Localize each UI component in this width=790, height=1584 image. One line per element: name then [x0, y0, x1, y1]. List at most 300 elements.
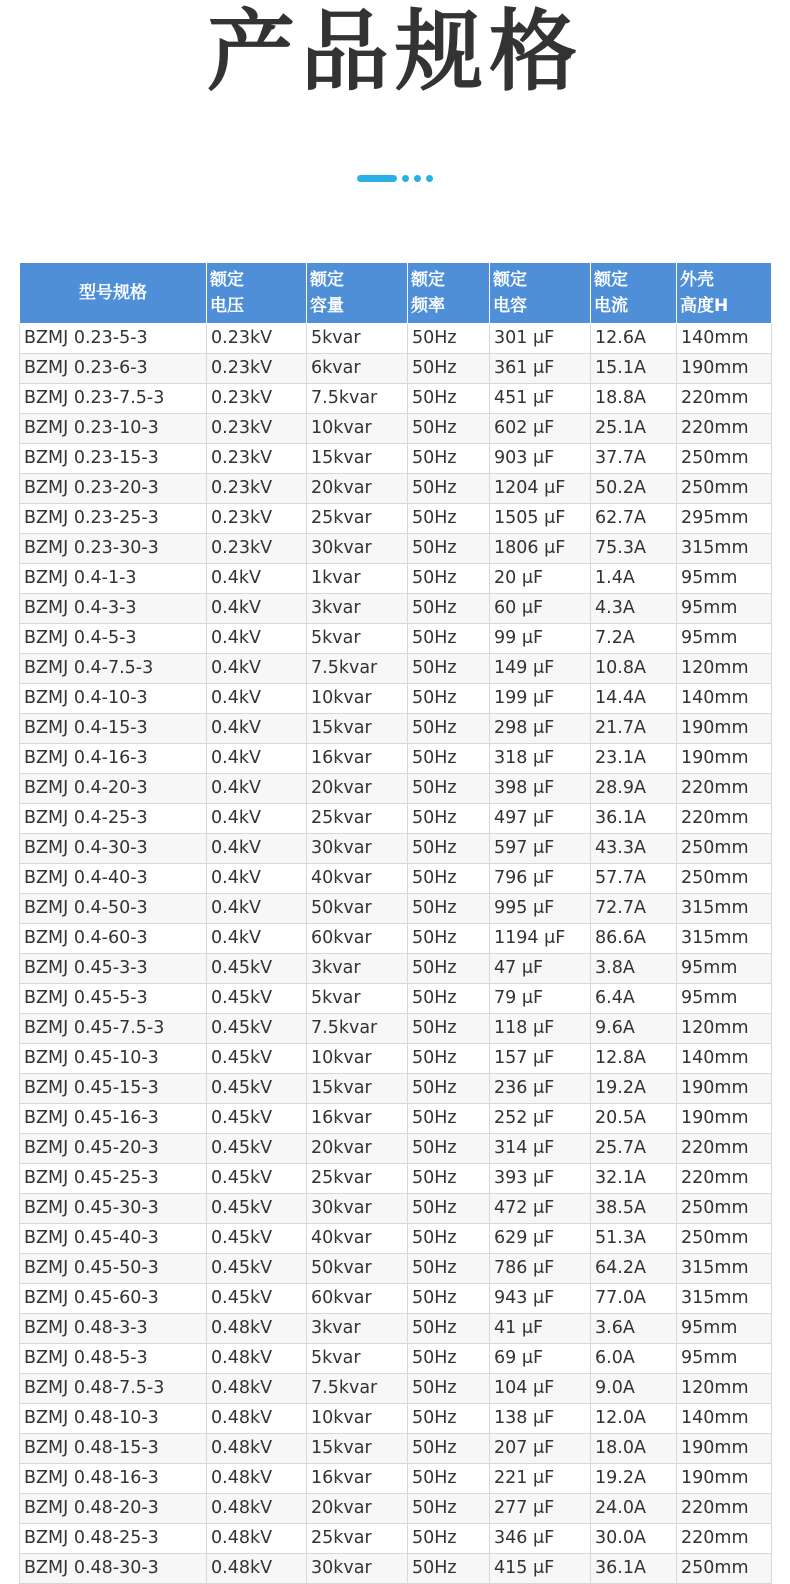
- cell-rated-frequency: 50Hz: [408, 894, 490, 924]
- header-rated-voltage: [207, 263, 307, 324]
- cell-rated-capacitance: 138 μF: [490, 1404, 591, 1434]
- cell-rated-capacity: 25kvar: [307, 1524, 408, 1554]
- cell-rated-capacitance: 903 μF: [490, 444, 591, 474]
- cell-rated-frequency: 50Hz: [408, 984, 490, 1014]
- cell-model: BZMJ 0.48-16-3: [20, 1464, 207, 1494]
- cell-case-height: 220mm: [677, 1134, 772, 1164]
- cell-rated-voltage: 0.23kV: [207, 504, 307, 534]
- cell-rated-current: 6.4A: [591, 984, 677, 1014]
- cell-rated-current: 10.8A: [591, 654, 677, 684]
- cell-model: BZMJ 0.45-10-3: [20, 1044, 207, 1074]
- cell-case-height: 220mm: [677, 1524, 772, 1554]
- cell-rated-capacity: 60kvar: [307, 1284, 408, 1314]
- cell-rated-capacitance: 602 μF: [490, 414, 591, 444]
- cell-rated-frequency: 50Hz: [408, 774, 490, 804]
- cell-rated-frequency: 50Hz: [408, 414, 490, 444]
- cell-case-height: 250mm: [677, 864, 772, 894]
- cell-rated-voltage: 0.45kV: [207, 1284, 307, 1314]
- cell-model: BZMJ 0.4-5-3: [20, 624, 207, 654]
- cell-rated-capacity: 30kvar: [307, 1194, 408, 1224]
- cell-rated-capacity: 20kvar: [307, 774, 408, 804]
- cell-rated-frequency: 50Hz: [408, 1224, 490, 1254]
- cell-rated-frequency: 50Hz: [408, 1314, 490, 1344]
- cell-model: BZMJ 0.45-15-3: [20, 1074, 207, 1104]
- cell-rated-capacity: 10kvar: [307, 1404, 408, 1434]
- cell-model: BZMJ 0.48-30-3: [20, 1554, 207, 1584]
- cell-rated-voltage: 0.4kV: [207, 804, 307, 834]
- cell-model: BZMJ 0.4-7.5-3: [20, 654, 207, 684]
- cell-rated-voltage: 0.4kV: [207, 714, 307, 744]
- cell-model: BZMJ 0.45-7.5-3: [20, 1014, 207, 1044]
- cell-rated-voltage: 0.48kV: [207, 1464, 307, 1494]
- cell-model: BZMJ 0.23-20-3: [20, 474, 207, 504]
- header-label-line: 额定: [210, 270, 244, 290]
- cell-model: BZMJ 0.48-5-3: [20, 1344, 207, 1374]
- divider-dot: [414, 175, 421, 182]
- cell-rated-capacitance: 451 μF: [490, 384, 591, 414]
- cell-case-height: 220mm: [677, 1164, 772, 1194]
- cell-rated-capacity: 3kvar: [307, 954, 408, 984]
- table-row: [20, 1464, 772, 1494]
- cell-rated-current: 28.9A: [591, 774, 677, 804]
- cell-rated-capacity: 20kvar: [307, 1494, 408, 1524]
- cell-rated-current: 25.1A: [591, 414, 677, 444]
- cell-case-height: 315mm: [677, 534, 772, 564]
- cell-case-height: 315mm: [677, 1254, 772, 1284]
- cell-rated-capacity: 5kvar: [307, 1344, 408, 1374]
- cell-model: BZMJ 0.45-60-3: [20, 1284, 207, 1314]
- cell-case-height: 250mm: [677, 1224, 772, 1254]
- cell-model: BZMJ 0.4-50-3: [20, 894, 207, 924]
- cell-rated-frequency: 50Hz: [408, 444, 490, 474]
- table-row: [20, 1104, 772, 1134]
- table-row: [20, 534, 772, 564]
- cell-rated-voltage: 0.45kV: [207, 954, 307, 984]
- cell-rated-capacity: 25kvar: [307, 1164, 408, 1194]
- cell-rated-current: 6.0A: [591, 1344, 677, 1374]
- cell-model: BZMJ 0.45-25-3: [20, 1164, 207, 1194]
- cell-case-height: 190mm: [677, 714, 772, 744]
- cell-rated-frequency: 50Hz: [408, 504, 490, 534]
- cell-model: BZMJ 0.45-3-3: [20, 954, 207, 984]
- header-label-line: 额定: [310, 270, 344, 290]
- cell-case-height: 95mm: [677, 624, 772, 654]
- cell-model: BZMJ 0.4-15-3: [20, 714, 207, 744]
- cell-case-height: 190mm: [677, 1104, 772, 1134]
- table-row: [20, 894, 772, 924]
- header-label-line: 高度H: [680, 296, 729, 316]
- cell-rated-frequency: 50Hz: [408, 1074, 490, 1104]
- cell-model: BZMJ 0.23-30-3: [20, 534, 207, 564]
- table-row: [20, 984, 772, 1014]
- cell-rated-voltage: 0.48kV: [207, 1434, 307, 1464]
- cell-rated-capacitance: 236 μF: [490, 1074, 591, 1104]
- cell-rated-current: 19.2A: [591, 1074, 677, 1104]
- table-row: [20, 504, 772, 534]
- cell-rated-voltage: 0.4kV: [207, 744, 307, 774]
- cell-rated-capacitance: 252 μF: [490, 1104, 591, 1134]
- cell-rated-voltage: 0.48kV: [207, 1554, 307, 1584]
- cell-rated-current: 7.2A: [591, 624, 677, 654]
- cell-rated-capacity: 50kvar: [307, 1254, 408, 1284]
- table-row: [20, 1524, 772, 1554]
- table-row: [20, 1284, 772, 1314]
- cell-rated-frequency: 50Hz: [408, 1464, 490, 1494]
- table-row: [20, 1434, 772, 1464]
- cell-model: BZMJ 0.4-20-3: [20, 774, 207, 804]
- cell-rated-capacity: 20kvar: [307, 474, 408, 504]
- cell-rated-capacitance: 497 μF: [490, 804, 591, 834]
- table-row: [20, 1014, 772, 1044]
- cell-rated-current: 3.8A: [591, 954, 677, 984]
- table-row: [20, 714, 772, 744]
- cell-rated-capacity: 50kvar: [307, 894, 408, 924]
- cell-model: BZMJ 0.48-10-3: [20, 1404, 207, 1434]
- cell-rated-current: 72.7A: [591, 894, 677, 924]
- cell-rated-current: 64.2A: [591, 1254, 677, 1284]
- cell-rated-frequency: 50Hz: [408, 1014, 490, 1044]
- table-row: [20, 744, 772, 774]
- table-row: [20, 474, 772, 504]
- cell-rated-voltage: 0.48kV: [207, 1344, 307, 1374]
- cell-rated-voltage: 0.4kV: [207, 684, 307, 714]
- cell-rated-capacitance: 79 μF: [490, 984, 591, 1014]
- cell-case-height: 95mm: [677, 594, 772, 624]
- cell-model: BZMJ 0.4-16-3: [20, 744, 207, 774]
- cell-rated-frequency: 50Hz: [408, 1044, 490, 1074]
- cell-rated-frequency: 50Hz: [408, 354, 490, 384]
- cell-model: BZMJ 0.23-10-3: [20, 414, 207, 444]
- cell-rated-capacity: 25kvar: [307, 504, 408, 534]
- cell-rated-frequency: 50Hz: [408, 804, 490, 834]
- cell-rated-current: 15.1A: [591, 354, 677, 384]
- cell-case-height: 190mm: [677, 1434, 772, 1464]
- cell-rated-current: 9.0A: [591, 1374, 677, 1404]
- table-row: [20, 834, 772, 864]
- cell-rated-voltage: 0.4kV: [207, 774, 307, 804]
- cell-rated-frequency: 50Hz: [408, 954, 490, 984]
- cell-rated-voltage: 0.23kV: [207, 474, 307, 504]
- cell-rated-voltage: 0.4kV: [207, 894, 307, 924]
- cell-rated-capacitance: 47 μF: [490, 954, 591, 984]
- cell-case-height: 95mm: [677, 954, 772, 984]
- cell-case-height: 250mm: [677, 1194, 772, 1224]
- cell-rated-capacity: 15kvar: [307, 444, 408, 474]
- cell-case-height: 140mm: [677, 1404, 772, 1434]
- header-model: [20, 263, 207, 324]
- cell-rated-voltage: 0.23kV: [207, 324, 307, 354]
- cell-model: BZMJ 0.23-5-3: [20, 324, 207, 354]
- cell-case-height: 315mm: [677, 1284, 772, 1314]
- cell-model: BZMJ 0.48-15-3: [20, 1434, 207, 1464]
- cell-rated-capacity: 7.5kvar: [307, 654, 408, 684]
- cell-case-height: 220mm: [677, 1494, 772, 1524]
- cell-rated-frequency: 50Hz: [408, 864, 490, 894]
- table-row: [20, 1494, 772, 1524]
- cell-rated-voltage: 0.48kV: [207, 1314, 307, 1344]
- cell-case-height: 120mm: [677, 1374, 772, 1404]
- cell-case-height: 140mm: [677, 1044, 772, 1074]
- cell-rated-capacitance: 69 μF: [490, 1344, 591, 1374]
- cell-rated-capacity: 1kvar: [307, 564, 408, 594]
- divider-dot: [426, 175, 433, 182]
- cell-rated-capacity: 30kvar: [307, 834, 408, 864]
- header-label-line: 型号规格: [79, 283, 147, 303]
- cell-case-height: 250mm: [677, 474, 772, 504]
- cell-model: BZMJ 0.45-30-3: [20, 1194, 207, 1224]
- cell-rated-current: 86.6A: [591, 924, 677, 954]
- spec-table-body: [20, 324, 772, 1584]
- cell-rated-capacitance: 597 μF: [490, 834, 591, 864]
- cell-rated-capacity: 3kvar: [307, 594, 408, 624]
- cell-case-height: 95mm: [677, 984, 772, 1014]
- cell-rated-current: 12.0A: [591, 1404, 677, 1434]
- cell-rated-current: 3.6A: [591, 1314, 677, 1344]
- page-title: 产品规格: [206, 0, 583, 103]
- cell-rated-voltage: 0.23kV: [207, 354, 307, 384]
- cell-rated-current: 18.0A: [591, 1434, 677, 1464]
- cell-rated-capacitance: 149 μF: [490, 654, 591, 684]
- table-row: [20, 1404, 772, 1434]
- table-row: [20, 1074, 772, 1104]
- cell-rated-frequency: 50Hz: [408, 1494, 490, 1524]
- cell-rated-capacity: 16kvar: [307, 1104, 408, 1134]
- cell-rated-voltage: 0.45kV: [207, 1134, 307, 1164]
- cell-rated-frequency: 50Hz: [408, 384, 490, 414]
- cell-rated-current: 12.8A: [591, 1044, 677, 1074]
- cell-rated-capacitance: 207 μF: [490, 1434, 591, 1464]
- cell-rated-capacity: 30kvar: [307, 1554, 408, 1584]
- table-row: [20, 954, 772, 984]
- table-row: [20, 774, 772, 804]
- cell-rated-frequency: 50Hz: [408, 1194, 490, 1224]
- cell-rated-current: 9.6A: [591, 1014, 677, 1044]
- cell-rated-frequency: 50Hz: [408, 924, 490, 954]
- cell-rated-frequency: 50Hz: [408, 714, 490, 744]
- cell-rated-capacity: 15kvar: [307, 714, 408, 744]
- cell-case-height: 95mm: [677, 1314, 772, 1344]
- table-row: [20, 924, 772, 954]
- divider-bar: [357, 175, 397, 182]
- cell-model: BZMJ 0.23-15-3: [20, 444, 207, 474]
- cell-case-height: 190mm: [677, 744, 772, 774]
- cell-rated-frequency: 50Hz: [408, 624, 490, 654]
- cell-rated-current: 43.3A: [591, 834, 677, 864]
- cell-rated-frequency: 50Hz: [408, 744, 490, 774]
- cell-rated-capacity: 5kvar: [307, 624, 408, 654]
- table-row: [20, 1374, 772, 1404]
- cell-rated-frequency: 50Hz: [408, 594, 490, 624]
- cell-rated-capacitance: 157 μF: [490, 1044, 591, 1074]
- cell-rated-capacity: 6kvar: [307, 354, 408, 384]
- cell-rated-capacity: 10kvar: [307, 414, 408, 444]
- cell-rated-capacitance: 41 μF: [490, 1314, 591, 1344]
- cell-case-height: 120mm: [677, 1014, 772, 1044]
- cell-rated-voltage: 0.48kV: [207, 1374, 307, 1404]
- cell-rated-current: 24.0A: [591, 1494, 677, 1524]
- cell-rated-capacitance: 629 μF: [490, 1224, 591, 1254]
- cell-rated-voltage: 0.23kV: [207, 444, 307, 474]
- cell-rated-capacity: 15kvar: [307, 1074, 408, 1104]
- cell-rated-current: 75.3A: [591, 534, 677, 564]
- cell-rated-capacity: 7.5kvar: [307, 1014, 408, 1044]
- cell-rated-voltage: 0.45kV: [207, 1014, 307, 1044]
- cell-rated-current: 20.5A: [591, 1104, 677, 1134]
- cell-case-height: 140mm: [677, 684, 772, 714]
- cell-rated-current: 37.7A: [591, 444, 677, 474]
- cell-rated-voltage: 0.45kV: [207, 1044, 307, 1074]
- cell-rated-voltage: 0.4kV: [207, 654, 307, 684]
- table-row: [20, 384, 772, 414]
- cell-rated-capacitance: 104 μF: [490, 1374, 591, 1404]
- cell-rated-frequency: 50Hz: [408, 1104, 490, 1134]
- header-label-line: 电容: [493, 296, 527, 316]
- cell-rated-voltage: 0.23kV: [207, 534, 307, 564]
- cell-rated-current: 25.7A: [591, 1134, 677, 1164]
- cell-rated-voltage: 0.4kV: [207, 924, 307, 954]
- header-label-line: 频率: [411, 296, 445, 316]
- cell-case-height: 95mm: [677, 564, 772, 594]
- cell-rated-voltage: 0.23kV: [207, 384, 307, 414]
- cell-rated-frequency: 50Hz: [408, 1374, 490, 1404]
- cell-case-height: 190mm: [677, 1074, 772, 1104]
- cell-case-height: 295mm: [677, 504, 772, 534]
- table-row: [20, 1164, 772, 1194]
- cell-model: BZMJ 0.48-25-3: [20, 1524, 207, 1554]
- cell-rated-capacitance: 118 μF: [490, 1014, 591, 1044]
- cell-rated-current: 38.5A: [591, 1194, 677, 1224]
- cell-rated-capacitance: 398 μF: [490, 774, 591, 804]
- cell-rated-frequency: 50Hz: [408, 1284, 490, 1314]
- cell-rated-frequency: 50Hz: [408, 474, 490, 504]
- cell-case-height: 95mm: [677, 1344, 772, 1374]
- cell-rated-capacitance: 1505 μF: [490, 504, 591, 534]
- cell-rated-frequency: 50Hz: [408, 684, 490, 714]
- cell-rated-current: 57.7A: [591, 864, 677, 894]
- cell-model: BZMJ 0.23-6-3: [20, 354, 207, 384]
- table-row: [20, 1134, 772, 1164]
- cell-rated-capacitance: 60 μF: [490, 594, 591, 624]
- cell-rated-current: 1.4A: [591, 564, 677, 594]
- spec-table-header: [20, 263, 772, 324]
- table-row: [20, 414, 772, 444]
- cell-rated-capacitance: 1204 μF: [490, 474, 591, 504]
- table-row: [20, 1194, 772, 1224]
- cell-case-height: 190mm: [677, 1464, 772, 1494]
- cell-model: BZMJ 0.4-60-3: [20, 924, 207, 954]
- table-row: [20, 864, 772, 894]
- header-label-line: 电压: [210, 296, 244, 316]
- cell-rated-frequency: 50Hz: [408, 654, 490, 684]
- cell-rated-capacity: 10kvar: [307, 684, 408, 714]
- section-divider-dots: [357, 174, 433, 182]
- cell-rated-voltage: 0.4kV: [207, 564, 307, 594]
- cell-case-height: 220mm: [677, 384, 772, 414]
- cell-rated-capacity: 16kvar: [307, 1464, 408, 1494]
- cell-model: BZMJ 0.4-1-3: [20, 564, 207, 594]
- cell-rated-capacitance: 1194 μF: [490, 924, 591, 954]
- cell-rated-capacitance: 393 μF: [490, 1164, 591, 1194]
- header-rated-frequency: [408, 263, 490, 324]
- cell-rated-capacity: 60kvar: [307, 924, 408, 954]
- cell-rated-capacity: 40kvar: [307, 1224, 408, 1254]
- table-row: [20, 324, 772, 354]
- cell-rated-capacitance: 199 μF: [490, 684, 591, 714]
- cell-rated-capacity: 15kvar: [307, 1434, 408, 1464]
- cell-rated-capacitance: 361 μF: [490, 354, 591, 384]
- cell-case-height: 220mm: [677, 414, 772, 444]
- cell-rated-capacitance: 277 μF: [490, 1494, 591, 1524]
- cell-rated-current: 77.0A: [591, 1284, 677, 1314]
- cell-rated-current: 62.7A: [591, 504, 677, 534]
- cell-rated-voltage: 0.45kV: [207, 1164, 307, 1194]
- cell-model: BZMJ 0.45-5-3: [20, 984, 207, 1014]
- cell-rated-capacity: 20kvar: [307, 1134, 408, 1164]
- header-label-line: 外壳: [680, 270, 714, 290]
- table-row: [20, 1224, 772, 1254]
- table-row: [20, 354, 772, 384]
- cell-model: BZMJ 0.4-10-3: [20, 684, 207, 714]
- cell-rated-current: 36.1A: [591, 804, 677, 834]
- cell-rated-current: 30.0A: [591, 1524, 677, 1554]
- cell-rated-frequency: 50Hz: [408, 1524, 490, 1554]
- table-row: [20, 684, 772, 714]
- cell-rated-current: 23.1A: [591, 744, 677, 774]
- cell-model: BZMJ 0.4-30-3: [20, 834, 207, 864]
- cell-rated-current: 4.3A: [591, 594, 677, 624]
- cell-model: BZMJ 0.48-20-3: [20, 1494, 207, 1524]
- cell-rated-capacitance: 318 μF: [490, 744, 591, 774]
- cell-rated-capacity: 16kvar: [307, 744, 408, 774]
- header-rated-capacity: [307, 263, 408, 324]
- cell-rated-frequency: 50Hz: [408, 1344, 490, 1374]
- table-row: [20, 804, 772, 834]
- table-row: [20, 594, 772, 624]
- divider-dot: [402, 175, 409, 182]
- cell-model: BZMJ 0.23-25-3: [20, 504, 207, 534]
- cell-rated-capacitance: 346 μF: [490, 1524, 591, 1554]
- cell-case-height: 190mm: [677, 354, 772, 384]
- header-rated-capacitance: [490, 263, 591, 324]
- spec-table: [19, 262, 772, 1584]
- cell-case-height: 120mm: [677, 654, 772, 684]
- cell-rated-capacitance: 796 μF: [490, 864, 591, 894]
- cell-model: BZMJ 0.45-20-3: [20, 1134, 207, 1164]
- cell-rated-frequency: 50Hz: [408, 324, 490, 354]
- cell-model: BZMJ 0.23-7.5-3: [20, 384, 207, 414]
- cell-model: BZMJ 0.4-3-3: [20, 594, 207, 624]
- cell-case-height: 220mm: [677, 774, 772, 804]
- cell-rated-frequency: 50Hz: [408, 1404, 490, 1434]
- header-row: [20, 263, 772, 324]
- cell-rated-voltage: 0.4kV: [207, 594, 307, 624]
- table-row: [20, 654, 772, 684]
- header-label-line: 容量: [310, 296, 344, 316]
- cell-rated-frequency: 50Hz: [408, 534, 490, 564]
- cell-rated-capacitance: 415 μF: [490, 1554, 591, 1584]
- header-rated-current: [591, 263, 677, 324]
- table-row: [20, 1254, 772, 1284]
- cell-rated-frequency: 50Hz: [408, 1554, 490, 1584]
- cell-rated-capacity: 7.5kvar: [307, 1374, 408, 1404]
- cell-rated-voltage: 0.23kV: [207, 414, 307, 444]
- cell-case-height: 250mm: [677, 834, 772, 864]
- cell-model: BZMJ 0.4-40-3: [20, 864, 207, 894]
- cell-model: BZMJ 0.45-50-3: [20, 1254, 207, 1284]
- header-label-line: 额定: [411, 270, 445, 290]
- header-label-line: 额定: [594, 270, 628, 290]
- cell-rated-capacity: 10kvar: [307, 1044, 408, 1074]
